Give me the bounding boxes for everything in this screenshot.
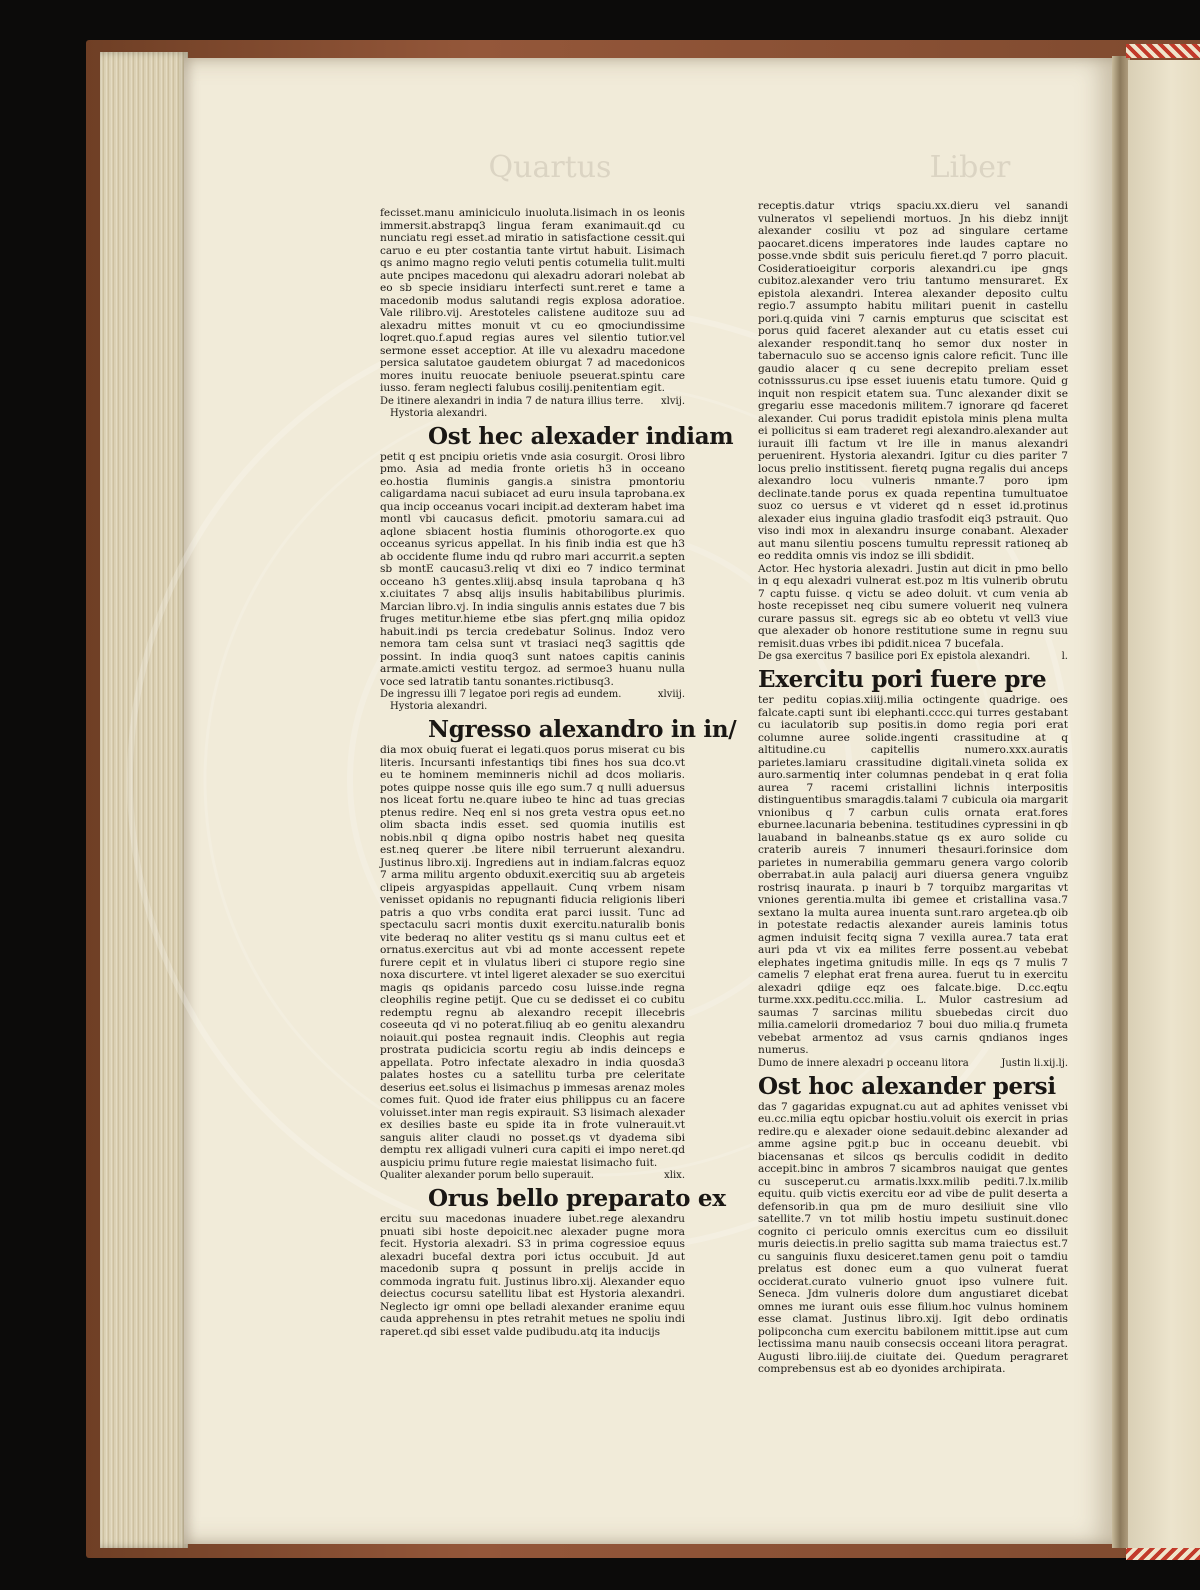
paragraph: fecisset.manu aminiciculo inuoluta.lisimach in os leonis immersit.abstrapq3 lingua feram exanimauit.qd cu nunciatu regi esset.ad miratio in satisfactione cessit.qui caruo e eu pter costantia tante virtut habuit. Lisimach qs animo magno regio veluti pentis cotumelia tulit.multi aute pncipes macedonu qui alexadru adorari nolebat ab eo sb specie insidiaru interfecti sunt.reret e tame a macedonib modus salutandi regis explosa adoratioe. Vale rilibro.vij. Arestoteles calistene auditoze suu ad alexadru mittes monuit vt cu eo qmociundissime loqret.quo.f.apud regias aures vel silentio tutior.vel sermone esset acceptior. At ille vu alexadru macedone persica salutatoe gaudetem obiurgat 7 ad macedonicos mores inuitu reuocate beniuole pseuerat.spintu care iusso. feram neglecti falubus cosilij.penitentiam egit.	[380, 207, 685, 394]
chapter-heading: Exercitu pori fuere pre	[758, 666, 1047, 693]
page-edges	[100, 52, 188, 1548]
right-text-column	[758, 200, 1068, 1375]
paragraph: ercitu suu macedonas inuadere iubet.rege alexandru pnuati sibi hoste depoicit.nec alexader pugne mora fecit. Hystoria alexadri. S3 in prima cogressioe equus alexadri bucefal dextra pori ictus occubuit. Jd aut macedonib supra q possunt in prelijs accide in commoda ingratu fuit. Justinus libro.xij. Alexander equo deiectus cocursu satellitu libat est Hystoria alexandri. Neglecto igr omni ope belladi alexander eranime equu cauda apprehensu in ptes retrahit metues ne spoliu indi raperet.qd sibi esset valde pudibudu.atq ita inducijs	[380, 1213, 685, 1338]
facing-page-edge	[1128, 60, 1200, 1548]
chapter-number: l.	[1061, 651, 1068, 662]
chapter-rubric	[758, 651, 1068, 663]
chapter-heading: Orus bello preparato ex	[428, 1185, 726, 1212]
rubric-source: Ex epistola alexandri.	[920, 651, 1031, 662]
paragraph: receptis.datur vtriqs spaciu.xx.dieru vel sanandi vulneratos vl sepeliendi mortuos. Jn his diebz innijt alexander cosiliu vt poz ad singulare certame paocaret.dicens imperatores inde laudes captare no posse.vnde sbdit suis periculu fieret.qd 7 porro placuit. Cosideratioeigitur corporis alexandri.cu ipe gnqs cubitoz.alexander vero triu tantumo mensuraret. Ex epistola alexandri. Interea alexander deposito cultu regio.7 assumpto habitu militari puenit in castellu pori.q.quida vini 7 carnis empturus que sciscitat est porus quid faceret alexander aut cu etatis esset cui alexander respondit.tanq ho semor dux noster in tabernaculo suo se accenso ignis calore reficit. Tunc ille gaudio alacer q cu sene decrepito preliam esset cotnisssurus.cu ipse esset iuuenis etatu tumore. Quid g inquit non respicit etatem sua. Tunc alexander dixit se gregariu esse macedonis militem.7 ignorare qd faceret alexander. Cui porus tradidit epistola minis plena multa ei pollicitus si eam traderet regi alexandro.alexander aut iurauit illi factum vt lre ille in manus alexandri peruenirent. Hystoria alexandri. Igitur cu dies pariter 7 locus prelio institissent. fieretq pugna regalis dui anceps alexandro locu vulneris nmante.7 poro ipm declinate.tande porus ex quada repentina tumultuatoe suoz co uersus e vt videret qd n esset id.protinus alexader eius inguina gladio trasfodit eiq3 pstrauit. Quo viso indi mox in alexandru insurge conabant. Alexader aut manu silentiu poscens tumultu repressit rationeq ab eo reddita omnis vis indoz se illi sbdidit.	[758, 200, 1068, 562]
running-head-right: Liber	[929, 150, 1011, 185]
chapter-heading: Ost hoc alexander persi	[758, 1072, 1056, 1100]
chapter-rubric	[758, 1058, 1068, 1070]
rubric-source: Hystoria alexandri.	[390, 407, 488, 419]
rubric-text: Dumo de innere alexadri p occeanu litora	[758, 1057, 969, 1069]
rubric-text: Qualiter alexander porum bello superauit.	[380, 1170, 594, 1181]
paragraph: das 7 gagaridas expugnat.cu aut ad aphites venisset vbi eu.cc.milia eqtu opicbar hostiu.voluit ois exercit in prias redire.qu e alexader oione sedauit.debinc alexander ad amme agsine pgit.p buc in occeanu deuebit. vbi biacensanas et silcos qs berculis codidit in dedito accepit.binc in ambros 7 sicambros nauigat que gentes cu susceperut.cu armatis.lxxx.milib pediti.7.lx.milib equitu. quib victis exercitu eor ad vibe de pulit deserta a defensorib.in qua pm de muro desiliuit sine vllo satellite.7 vn tot milib hostiu impetu sustinuit.donec cognito ci periculo omnis exercitus cum eo dissiluit muris deiectis.in prelio sagitta sub mama traiectus est.7 cu sanguinis fluxu desiceret.tamen genu poit o tamdiu prelatus est donec eum a quo vulnerat fuerat occiderat.curato vulnerio gnuot ipso vulnere fuit. Seneca. Jdm vulneris dolore dum angustiaret dicebat omnes me iurant ouis esse filium.hoc vulnus hominem esse clamat. Justinus libro.xij. Igit debo ordinatis polipconcha cum exercitu babilonem mittit.ipse aut cum lectissima manu nauib consecsis occeani litora peragrat. Augusti libro.iiij.de ciuitate dei. Quedum peragraret comprebensus est ab eo dyonides archipirata.	[758, 1100, 1068, 1375]
paragraph: ter peditu copias.xiiij.milia octingente quadrige. oes falcate.capti sunt ibi elephanti.cccc.qui turres gestabant cu iaculatorib sup positis.in domo regia pori erat columne auree solide.ingenti crassitudine at q altitudine.cu capitellis numero.xxx.auratis parietes.lamiaru crassitudine digitali.vineta solida ex auro.sarmentiq inter columnas pendebat in q erat folia aurea 7 racemi cristallini lichnis interpositis distinguentibus smaragdis.talami 7 cubicula oia margarit vnionibus q 7 carbun culis ornata erat.fores eburnee.lacunaria bebenina. testitudines cypressini in qb lauaband in balneanbs.statue qs ex auro solide cu craterib aureis 7 innumeri thesauri.forinsice dom parietes in numerabilia gemmaru genera vargo colorib oberrabat.in aula palacij auri diuersa genera vnguibz rostrisq inaurata. p inauri b 7 torquibz margaritas vt vniones gerentia.multa ibi gemee et cristallina vasa.7 sextano la multa aurea inuenta sunt.raro argetea.qb oib in potestate redactis alexander aureis laminis totus agmen induisit fecitq signa 7 vexilla aurea.7 tata erat auri pda vt vix ea milites ferre possent.au vebebat elephates ingetima gnitudis mille. In eqs qs 7 mulis 7 camelis 7 elephat erat frena aurea. fuerut tu in exercitu alexadri qdiige eqz oes falcate.bige. D.cc.eqtu turme.xxx.peditu.ccc.milia. L. Mulor castresium ad saumas 7 sarcinas militu sbuebedas circit duo milia.camelorii dromedarioz 7 boui duo milia.q frumeta vebebat armentoz ad vsus carnis qndianos inges numerus.	[758, 694, 1068, 1056]
chapter-number: xlvij.	[661, 395, 685, 407]
rubric-text: De ingressu illi 7 legatoe pori regis ad eundem.	[380, 689, 622, 700]
paragraph: petit q est pncipiu orietis vnde asia cosurgit. Orosi libro pmo. Asia ad media fronte orietis h3 in occeano eo.hostia fluminis gangis.a sinistra pmontoriu caligardama nacui subiacet ad euru insula taprobana.ex qua incip occeanus vocari incipit.ad dexteram habet ima montl vbi caucasus deficit. pmotoriu samara.cui ad aqlone sbiacent hostia fluminis othorogorte.ex quo occeanus syricus appellat. In his finib india est que h3 ab occidente flume indu qd rubro mari accurrit.a septen sb montE caucasu3.reliq vt dixi eo 7 indico terminat occeano h3 gentes.xliij.absq insula taprobana q h3 x.ciuitates 7 absq alijs insulis habitabilibus plurimis. Marcian libro.vj. In india singulis annis estates due 7 bis fruges metitur.hieme etbe sias pfert.gnq milia opidoz habuit.indi ps tercia credebatur Solinus. Indoz vero nemora tam celsa sunt vt trasiaci neq3 sagittis qde possint. In india quoq3 sunt natoes capitis caninis armate.amicti vestitu tergoz. ad sermoe3 huanu nulla voce sed latratib tantu sonantes.rictibusq3.	[380, 450, 685, 688]
chapter-number: xlix.	[664, 1170, 685, 1181]
rubric-text: De gsa exercitus 7 basilice pori	[758, 651, 918, 662]
rubric-text: De itinere alexandri in india 7 de natura illius terre.	[380, 395, 644, 407]
left-text-column	[380, 207, 737, 1338]
rubric-source: Justin li.xij.lj.	[1001, 1057, 1068, 1069]
chapter-heading: Ost hec alexader indiam	[428, 422, 734, 450]
running-head-left: Quartus	[488, 150, 612, 185]
rubric-source: Hystoria alexandri.	[390, 701, 488, 712]
tailband	[1126, 1548, 1200, 1560]
paragraph: Actor. Hec hystoria alexadri. Justin aut dicit in pmo bello in q equ alexadri vulnerat est.poz m ltis vulnerib obrutu 7 captu fuisse. q victu se adeo doluit. vt cum venia ab hoste recepisset neq cibu sumere voluerit neq vulnera curare passus sit. egregs sic ab eo obtetu vt vell3 viue que alexader ob honore restitutione sume in regnu suu remisit.duas vrbes ibi pdidit.nicea 7 bucefala.	[758, 562, 1068, 650]
paragraph: dia mox obuiq fuerat ei legati.quos porus miserat cu bis literis. Incursanti infestantiqs tibi fines hos sua dco.vt eu te hominem meminneris nichil ad dcos moliaris. potes quippe nosse quis ille ego sum.7 q nulli aduersus nos liceat fortu ne.quare iubeo te hinc ad tuas grecias ptenus redire. Neq enl si nos greta vestra opus eet.no olim sbacta indis esset. sed quomia inutilis est nobis.nbil q digna opibo nostris habet neq quesita est.neq querer .be litere nibil terruerunt alexandru. Justinus libro.xij. Ingrediens aut in indiam.falcras equoz 7 arma militu argento obduxit.exercitiq suu ab argeteis clipeis argyaspidas appellauit. Cunq vrbem nisam venisset opidanis no repugnanti fiducia religionis liberi patris a quo vrbs condita erat parci iussit. Tunc ad spectaculu sacri montis duxit exercitu.naturalib bonis vite bederaq no aliter vestitu qs si manu cultus eet et ornatus.exercitus aut vbi ad monte accessent repete furere cepit et in vlulatus liberi ci stupore regio sine noxa discurtere. vt intel ligeret alexader se suo exercitui magis qs opidanis parcedo cosu luisse.inde regna cleophilis regine petijt. Que cu se dedisset ei co cubitu redemptu regnu ab alexandro recepit illecebris coseeuta qd vi no poterat.filiuq ab eo genitu alexandru noiauit.qui postea regnauit indis. Cleophis aut regia prostrata pudicicia scortu regiu ab indis deinceps e appellata. Potro infectate alexadro in india quosda3 palates hostes cu a satellitu turba pre celeritate deserius eet.solus ei lisimachus p immesas arenaz moles comes fuit. Quod ide frater eius philippus cu an facere voluisset.inter man regis expirauit. S3 lisimach alexader ex desilies baste eu spide ita in frote vulnerauit.vt sanguis aliter claudi no posset.qs vt dyadema sibi demptu rex alligadi vulneri cura capiti ei impo neret.qd auspiciu primu future regie maiestat lisimacho fuit.	[380, 744, 685, 1169]
chapter-number: xlviij.	[657, 689, 685, 700]
chapter-heading: Ngresso alexandro in in/	[428, 716, 737, 743]
chapter-rubric	[380, 689, 685, 701]
chapter-rubric	[380, 396, 685, 408]
chapter-rubric	[380, 1170, 685, 1182]
headband	[1126, 44, 1200, 58]
